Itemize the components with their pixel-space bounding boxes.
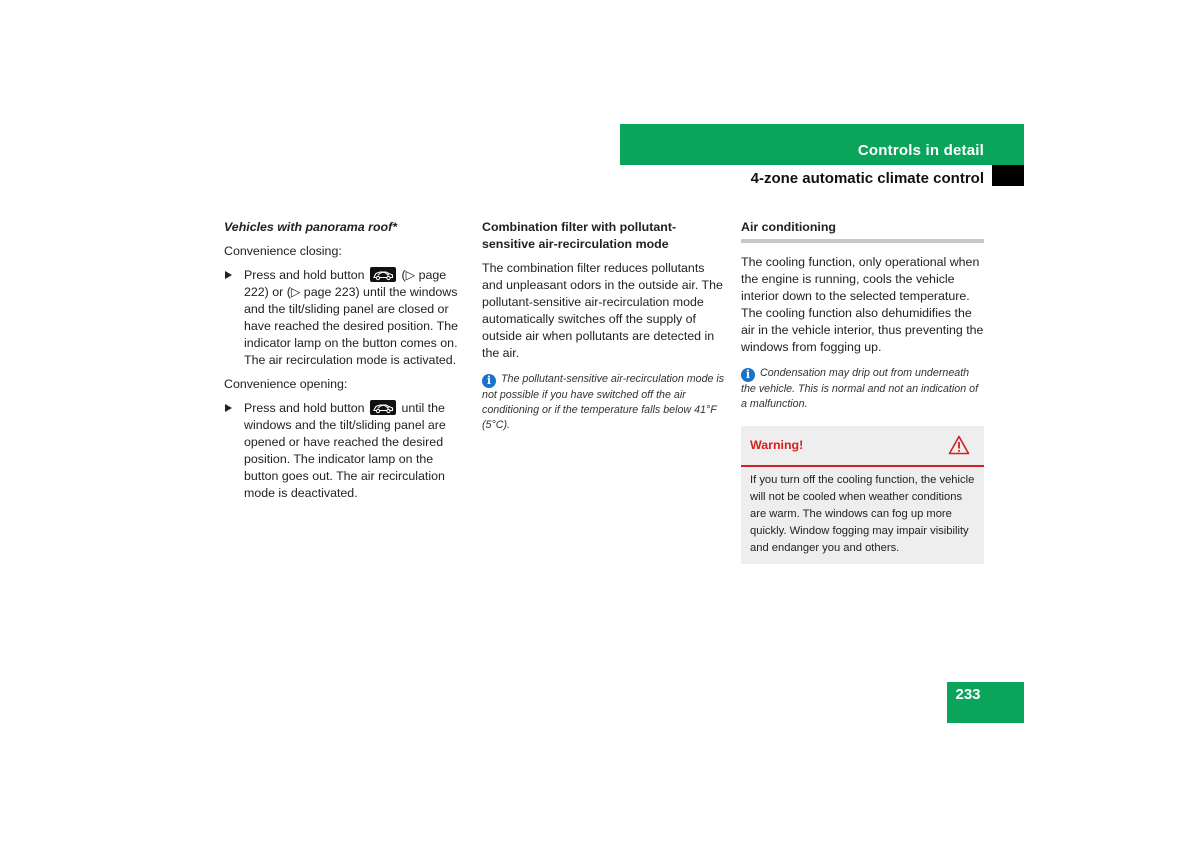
column-panorama-roof	[224, 219, 469, 509]
info-icon: i	[482, 374, 496, 388]
condensation-note-text: Condensation may drip out from underneath the vehicle. This is normal and not an indication of a malfunction.	[741, 367, 979, 410]
closing-instruction-rest: (▷ page 222) or (▷ page 223) until the windows and the tilt/sliding panel are closed or have reached the desired position. The indicator lamp on the button comes on. The air recirculation mode is activated.	[244, 268, 458, 367]
column-air-conditioning	[741, 219, 984, 564]
warning-body: If you turn off the cooling function, the vehicle will not be cooled when weather conditions are warm. The windows can fog up more quickly. Window fogging may impair visibility and endanger you and others.	[750, 474, 975, 554]
condensation-note	[741, 366, 984, 412]
bullet-arrow-icon	[225, 404, 232, 412]
air-conditioning-body: The cooling function, only operational when the engine is running, cools the vehicle interior down to the selected temperature. The cooling function also dehumidifies the air in the vehicle interior, thus preventing the windows from fogging up.	[741, 255, 984, 354]
combination-filter-body: The combination filter reduces pollutants and unpleasant odors in the outside air. The pollutant-sensitive air-recirculation mode automatically switches off the supply of outside air when pollutants are detected in the air.	[482, 261, 723, 360]
warning-header	[741, 426, 984, 467]
column-combination-filter	[482, 219, 727, 433]
air-recirculation-car-icon	[370, 267, 396, 282]
subsection-title: 4-zone automatic climate control	[750, 170, 984, 187]
bullet-arrow-icon	[225, 271, 232, 279]
closing-instruction-start: Press and hold button	[244, 268, 365, 282]
air-conditioning-heading: Air conditioning	[741, 219, 984, 243]
page-number-tab	[947, 682, 1024, 723]
opening-instruction-start: Press and hold button	[244, 401, 365, 415]
opening-instruction-rest: until the windows and the tilt/sliding panel are opened or have reached the desired position. The indicator lamp on the button goes out. The air recirculation mode is deactivated.	[244, 401, 446, 500]
warning-box	[741, 426, 984, 564]
header-marker	[992, 165, 1024, 186]
page-number: 233	[955, 686, 981, 703]
warning-title: Warning!	[750, 438, 804, 452]
warning-triangle-icon	[948, 435, 970, 455]
info-icon: i	[741, 368, 755, 382]
combination-filter-note-text: The pollutant-sensitive air-recirculation mode is not possible if you have switched off the air conditioning or if the temperature falls below 41°F (5°C).	[482, 373, 725, 431]
air-recirculation-car-icon	[370, 400, 396, 415]
combination-filter-note	[482, 372, 727, 433]
convenience-closing-label: Convenience closing:	[224, 244, 342, 258]
panorama-roof-heading: Vehicles with panorama roof*	[224, 220, 398, 234]
opening-instruction	[224, 400, 469, 502]
combination-filter-heading: Combination filter with pollutant-sensitive air-recirculation mode	[482, 220, 677, 251]
closing-instruction	[224, 267, 469, 369]
section-title: Controls in detail	[857, 142, 984, 159]
convenience-opening-label: Convenience opening:	[224, 377, 348, 391]
